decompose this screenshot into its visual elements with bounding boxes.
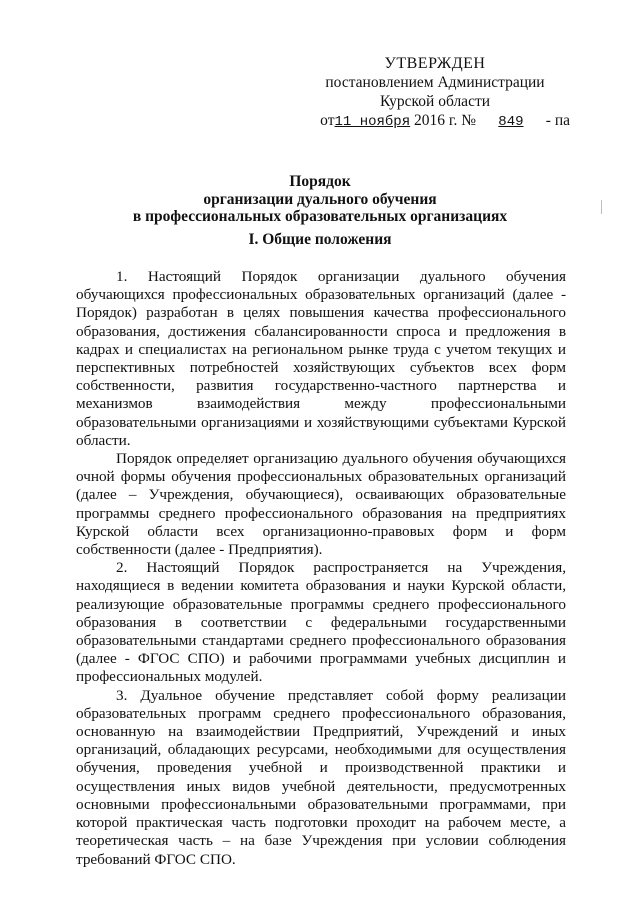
- section-heading: I. Общие положения: [248, 231, 392, 248]
- year-label: 2016 г. №: [414, 112, 477, 129]
- number-suffix: - па: [545, 112, 570, 129]
- paragraph-3: 2. Настоящий Порядок распространяется на Учреждения, находящиеся в ведении комитета образования и науки Курской области, реализующие образовательные программы среднего профессионального образования в соответствии с федеральными государственными образовательными стандартами среднего профессионального образования (далее - ФГОС СПО) и рабочими программами учебных дисциплин и профессиональных модулей.: [76, 559, 566, 686]
- paragraph-1: 1. Настоящий Порядок организации дуального обучения обучающихся профессиональных образовательных организаций (далее - Порядок) разработан в целях повышения качества профессионального образования, достижения сбалансированности спроса и предложения в кадрах и специалистах на региональном рынке труда с учетом текущих и перспективных потребностей хозяйствующих субъектов всех форм собственности, развития государственно-частного партнерства и механизмов взаимодействия между профессиональными образовательными организациями и хозяйствующими субъектами Курской области.: [76, 268, 566, 449]
- title-line-2: организации дуального обучения: [203, 190, 437, 208]
- paragraph-4: 3. Дуальное обучение представляет собой форму реализации образовательных программ среднего профессионального образования, основанную на взаимодействии Предприятий, Учреждений и иных организаций, обладающих ресурсами, необходимыми для осуществления обучения, проведения учебной и производственной практики и осуществления иных видов учебной деятельности, предусмотренных основными профессиональными образовательными программами, при которой практическая часть подготовки проходит на рабочем месте, а теоретическая часть – на базе Учреждения при условии соблюдения требований ФГОС СПО.: [76, 686, 566, 868]
- number-fill: 849: [498, 114, 524, 130]
- approval-block: [300, 54, 570, 132]
- approval-date-line: [300, 111, 570, 132]
- approval-heading: УТВЕРЖДЕН: [384, 55, 486, 72]
- scan-mark: [601, 200, 602, 214]
- document-title: [60, 173, 580, 226]
- document-body: [76, 268, 566, 869]
- approval-line-1: постановлением Администрации: [325, 74, 545, 91]
- date-fill: 11 ноября: [334, 114, 411, 130]
- title-line-1: Порядок: [289, 173, 351, 190]
- title-line-3: в профессиональных образовательных организациях: [132, 208, 508, 225]
- approval-line-2: Курской области: [379, 93, 491, 110]
- paragraph-2: Порядок определяет организацию дуального обучения обучающихся очной формы обучения профессиональных образовательных организаций (далее – Учреждения, обучающиеся), осваивающих образовательные программы среднего профессионального образования на предприятиях Курской области всех организационно-правовых форм и форм собственности (далее - Предприятия).: [76, 450, 566, 559]
- date-prefix: от: [320, 112, 335, 129]
